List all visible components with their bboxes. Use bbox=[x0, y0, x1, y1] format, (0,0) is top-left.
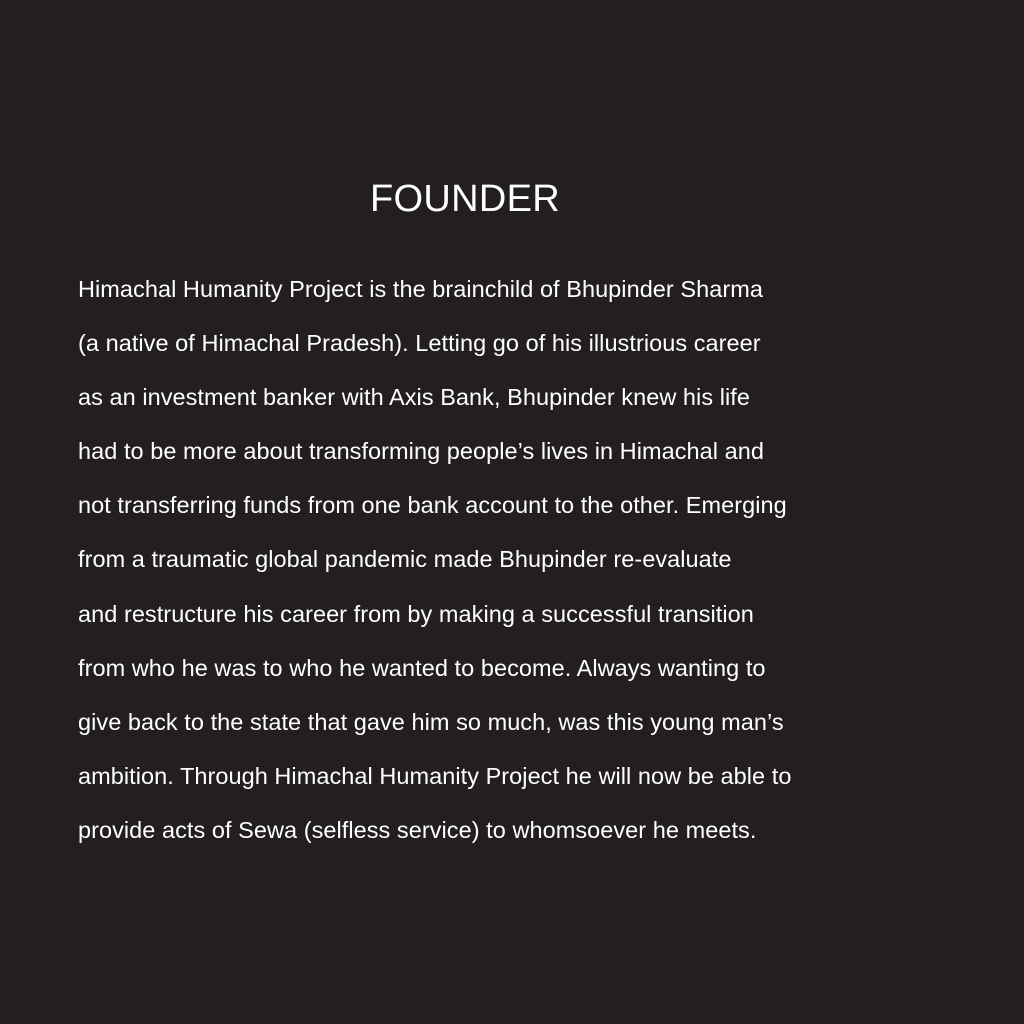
paragraph-line: Himachal Humanity Project is the brainchild of Bhupinder Sharma bbox=[78, 276, 763, 302]
paragraph-line: from a traumatic global pandemic made Bhupinder re-evaluate bbox=[78, 546, 732, 573]
paragraph-line: ambition. Through Himachal Humanity Project he will now be able to bbox=[78, 762, 792, 789]
paragraph-line: and restructure his career from by making a successful transition bbox=[78, 600, 754, 627]
paragraph-line: as an investment banker with Axis Bank, Bhupinder knew his life bbox=[78, 384, 750, 411]
paragraph-line: from who he was to who he wanted to become. Always wanting to bbox=[78, 654, 766, 681]
paragraph-line: had to be more about transforming people’s lives in Himachal and bbox=[78, 438, 764, 465]
page-title: FOUNDER bbox=[370, 178, 560, 220]
founder-bio-paragraph bbox=[78, 262, 978, 857]
paragraph-line: not transferring funds from one bank account to the other. Emerging bbox=[78, 492, 787, 519]
paragraph-line: provide acts of Sewa (selfless service) to whomsoever he meets. bbox=[78, 816, 757, 843]
paragraph-line: (a native of Himachal Pradesh). Letting go of his illustrious career bbox=[78, 330, 761, 357]
paragraph-line: give back to the state that gave him so much, was this young man’s bbox=[78, 708, 784, 735]
